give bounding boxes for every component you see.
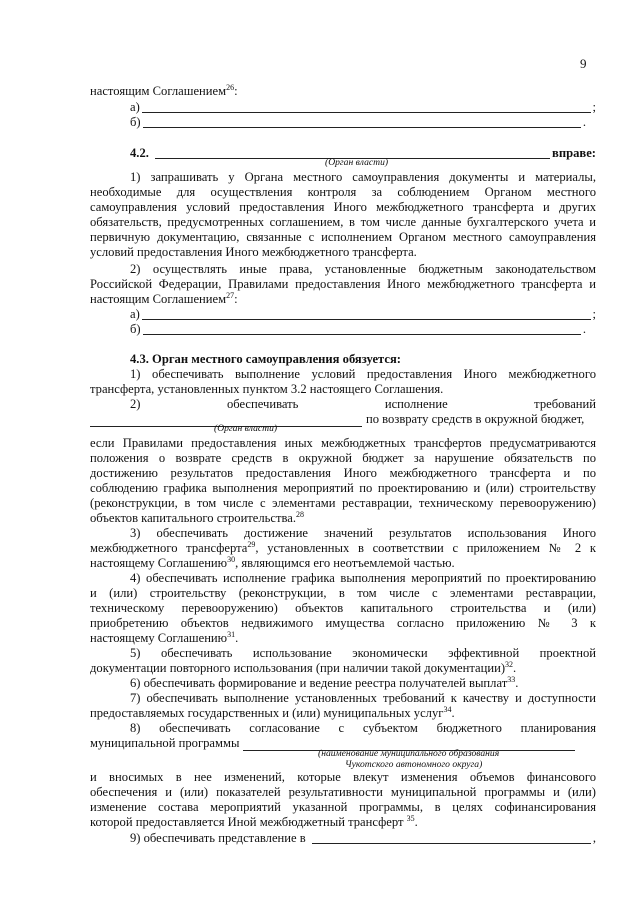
text-line: 9) обеспечивать представление в , [130, 831, 596, 845]
caption-organ: (Орган власти) [325, 157, 389, 168]
text-line: 6) обеспечивать формирование и ведение реестра получателей выплат$^{33}$. [130, 674, 519, 690]
text-line: межбюджетного трансферта$^{29}$, установленных в соответствии с приложением № 2 к [90, 539, 596, 555]
text-line: Российской Федерации, Правилами предоставления Иного межбюджетного трансферта и [90, 277, 596, 291]
text-line: первичную документацию, связанные с исполнением Органом местного самоуправления [90, 230, 596, 244]
text-line: 1) обеспечивать выполнение условий предоставления Иного межбюджетного [130, 367, 596, 381]
text-line: по возврату средств в окружной бюджет, [90, 412, 596, 427]
caption-municipality: (наименование муниципального образования [318, 748, 500, 759]
text-line: если Правилами предоставления иных межбюджетных трансфертов предусматриваются [90, 436, 596, 450]
text-line: 5) обеспечивать использование экономически эффективной проектной [130, 646, 596, 660]
text-line: настоящим Соглашением$^{26}$: [90, 82, 238, 98]
text-line: объектов капитального строительства.$^{28}$ [90, 509, 305, 525]
text-line: самоуправления условий предоставления Иного межбюджетного трансферта и других [90, 200, 596, 214]
text-line: и вносимых в нее изменений, которые влекут изменения объемов финансового [90, 770, 596, 784]
text-line: которой предоставляется Иной межбюджетный трансферт $^{35}$. [90, 813, 418, 829]
text-line: обязательств, предусмотренных соглашением, в том числе данные бухгалтерского учета и [90, 215, 596, 229]
text-line: положения о возврате средств в окружной бюджет за нарушение обязательств по [90, 451, 596, 465]
text-line: настоящему Соглашению$^{31}$. [90, 629, 239, 645]
text-line: 1) запрашивать у Органа местного самоуправления документы и материалы, [130, 170, 596, 184]
text-line: условий предоставления Иного межбюджетного трансферта. [90, 245, 417, 259]
text-line: необходимые для осуществления контроля за соблюдением Органом местного [90, 185, 596, 199]
text-line: соблюдению графика выполнения мероприятий по проектированию и (или) строительству [90, 481, 596, 495]
caption-municipality-2: Чукотского автономного округа) [345, 759, 483, 770]
caption-organ: (Орган власти) [214, 423, 278, 434]
text-line: и (или) строительству (реконструкции, в том числе с элементами реставрации, [90, 586, 596, 600]
text-line: 2) осуществлять иные права, установленные бюджетным законодательством [130, 262, 596, 276]
text-line: техническому перевооружению) объектов капитального строительства и (или) [90, 601, 596, 615]
text-line: 3) обеспечивать достижение значений результатов использования Иного [130, 526, 596, 540]
text-line: документации повторного использования (при наличии такой документации)$^{32}$. [90, 659, 517, 675]
blank-a[interactable]: а) ; [130, 307, 596, 321]
text-line: обеспечения и (или) показателей результативности муниципальной программы и (или) [90, 785, 596, 799]
text-line: приобретению объектов недвижимого имущества согласно приложению № 3 к [90, 616, 596, 630]
text-line: 7) обеспечивать выполнение установленных требований к качеству и доступности [130, 691, 596, 705]
text-line: 8) обеспечивать согласование с субъектом бюджетного планирования [130, 721, 596, 735]
text-line: настоящим Соглашением$^{27}$: [90, 290, 238, 306]
blank-a[interactable]: а) ; [130, 100, 596, 114]
section-4-2-heading: 4.2. вправе: [130, 146, 596, 160]
blank-b[interactable]: б) . [130, 322, 586, 336]
blank-b[interactable]: б) . [130, 115, 586, 129]
section-4-3-heading: 4.3. Орган местного самоуправления обязуется: [130, 352, 401, 366]
text-line: предоставляемых государственных и (или) муниципальных услуг$^{34}$. [90, 704, 455, 720]
text-line: настоящему Соглашению$^{30}$, являющимся его неотъемлемой частью. [90, 554, 455, 570]
page-number: 9 [580, 56, 587, 71]
text-line: (реконструкции, в том числе с элементами реставрации, техническому перевооружению) [90, 496, 596, 510]
text-line: муниципальной программы [90, 736, 596, 751]
text-line: 2) обеспечивать исполнение требований [130, 397, 597, 411]
text-line: достижению результатов предоставления Иного межбюджетного трансферта и по [90, 466, 596, 480]
text-line: трансферта, установленных пунктом 3.2 настоящего Соглашения. [90, 382, 444, 396]
text-line: 4) обеспечивать исполнение графика выполнения мероприятий по проектированию [130, 571, 596, 585]
text-line: изменение состава мероприятий указанной программы, в целях софинансирования [90, 800, 596, 814]
